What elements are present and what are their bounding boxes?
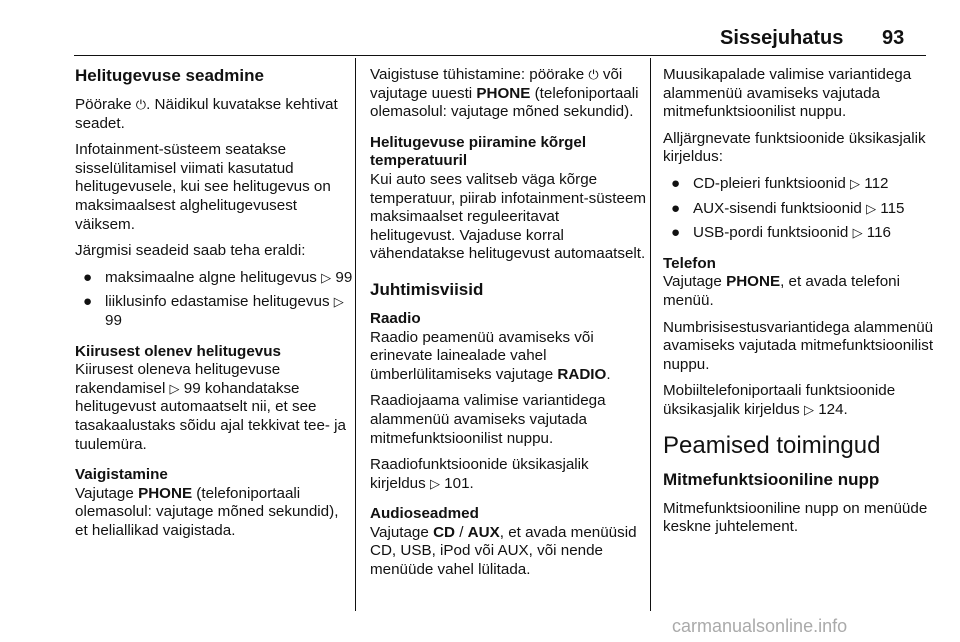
paragraph: Kiirusest oleneva helitugevuse rakendamisel ▷ 99 kohandatakse helitugevust automaatselt nii, et see tasakaalustaks sõidu ajal tekkivat tee- ja tuulemüra.	[75, 361, 346, 453]
page-reference-icon: ▷	[429, 475, 440, 491]
heading-speed-volume: Kiirusest olenev helitugevus	[75, 342, 281, 360]
list-item: ● maksimaalne algne helitugevus ▷ 99	[83, 268, 353, 286]
paragraph: Infotainment-süsteem seatakse sisselülitamisel viimati kasutatud helitugevusele, kui see helitugevus on maksimaalsest alghelitugevusest väiksem.	[75, 141, 331, 233]
paragraph: Raadiofunktsioonide üksikasjalik kirjeldus ▷ 101.	[370, 456, 589, 492]
page-number: 93	[882, 27, 905, 49]
paragraph: Numbrisisestusvariantidega alammenüü avamiseks vajutada mitmefunktsioonilist nuppu.	[663, 318, 934, 373]
column-2	[370, 66, 648, 588]
page-reference-icon: ▷	[852, 225, 863, 241]
list-item: ● liiklusinfo edastamise helitugevus ▷ 99	[83, 293, 344, 329]
paragraph: Mobiiltelefoniportaali funktsioonide üksikasjalik kirjeldus ▷ 124.	[663, 382, 896, 418]
key-label: AUX	[467, 523, 500, 541]
list-item: ● CD-pleieri funktsioonid ▷ 112	[671, 174, 889, 192]
key-label: PHONE	[138, 484, 193, 502]
power-knob-icon: ⏻	[588, 67, 599, 82]
page-reference-icon: ▷	[803, 401, 814, 417]
header-rule	[74, 55, 926, 56]
heading-volume-setting: Helitugevuse seadmine	[75, 66, 264, 85]
heading-mute: Vaigistamine	[75, 466, 168, 484]
key-label: CD	[433, 523, 455, 541]
paragraph: Alljärgnevate funktsioonide üksikasjalik kirjeldus:	[663, 129, 926, 166]
heading-phone: Telefon	[663, 254, 716, 272]
list-item: ● AUX-sisendi funktsioonid ▷ 115	[671, 199, 905, 217]
heading-basic-operations: Peamised toimingud	[663, 431, 881, 459]
paragraph: Vajutage PHONE, et avada telefoni menüü.	[663, 273, 900, 309]
paragraph: Vaigistuse tühistamine: pöörake ⏻ või vajutage uuesti PHONE (telefoniportaali olemasolul: vajutage mõned sekundid).	[370, 66, 639, 121]
power-knob-icon: ⏻	[135, 97, 147, 112]
paragraph: Raadiojaama valimise variantidega alammenüü avamiseks vajutada mitmefunktsioonilist nuppu.	[370, 392, 606, 447]
column-3	[663, 66, 941, 545]
paragraph: Mitmefunktsiooniline nupp on menüüde keskne juhtelement.	[663, 499, 928, 536]
bullet-list	[663, 175, 941, 243]
key-label: PHONE	[476, 84, 531, 102]
page-reference-icon: ▷	[866, 200, 877, 216]
heading-radio: Raadio	[370, 309, 421, 327]
paragraph: Muusikapalade valimise variantidega alammenüü avamiseks vajutada mitmefunktsioonilist nuppu.	[663, 66, 912, 121]
page-reference-icon: ▷	[321, 269, 332, 285]
heading-audio-devices: Audioseadmed	[370, 505, 479, 523]
paragraph: Vajutage CD / AUX, et avada menüüsid CD, USB, iPod või AUX, või nende menüüde vahel lülitada.	[370, 523, 637, 579]
paragraph: Kui auto sees valitseb väga kõrge temperatuur, piirab infotainment-süsteem maksimaalset reguleeritavat helitugevust. Vajaduse korral vähendatakse helitugevust automaatselt.	[370, 170, 647, 263]
section-title: Sissejuhatus	[720, 27, 844, 49]
heading-multifunction-knob: Mitmefunktsiooniline nupp	[663, 469, 880, 489]
heading-control-modes: Juhtimisviisid	[370, 279, 484, 299]
column-1	[75, 66, 353, 548]
paragraph: Pöörake ⏻. Näidikul kuvatakse kehtivat seadet.	[75, 96, 338, 132]
list-item: ● USB-pordi funktsioonid ▷ 116	[671, 224, 892, 242]
key-label: RADIO	[557, 365, 607, 383]
page-reference-icon: ▷	[850, 175, 861, 191]
heading-temperature-limit: Helitugevuse piiramine kõrgel temperatuuril	[370, 133, 587, 170]
page-header	[0, 0, 960, 56]
bullet-list	[75, 269, 353, 331]
page-reference-icon: ▷	[333, 294, 344, 310]
paragraph: Järgmisi seadeid saab teha eraldi:	[75, 242, 306, 260]
column-divider	[355, 58, 356, 611]
key-label: PHONE	[726, 273, 781, 291]
watermark: carmanualsonline.info	[672, 616, 848, 636]
column-divider	[650, 58, 651, 611]
page-reference-icon: ▷	[169, 380, 180, 396]
paragraph: Raadio peamenüü avamiseks või erinevate lainealade vahel ümberlülitamiseks vajutage RADIO.	[370, 328, 611, 383]
paragraph: Vajutage PHONE (telefoniportaali olemasolul: vajutage mõned sekundid), et heliallikad vaigistada.	[75, 484, 339, 539]
